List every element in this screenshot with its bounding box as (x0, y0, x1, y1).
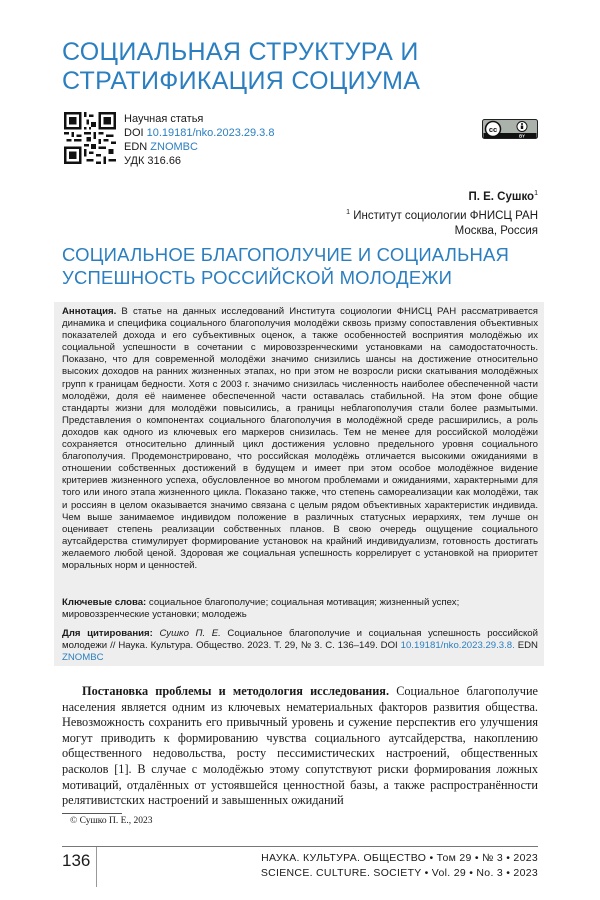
keywords-label: Ключевые слова: (62, 597, 147, 608)
author-affiliation: Институт социологии ФНИСЦ РАН (353, 209, 538, 222)
copyright-footnote: © Сушко П. Е., 2023 (70, 816, 153, 826)
keywords (62, 597, 538, 621)
body-heading: Постановка проблемы и методология исследования. (82, 684, 390, 698)
footnote-divider (62, 813, 122, 814)
abstract-text: В статье на данных исследований Института социологии ФНИСЦ РАН рассматривается динамика и специфика социального благополучия молодёжи сквозь призму сопоставления объективных показателей дохода и его субъективных оценок, а также особенностей восприятия молодёжью их социальной успешности в сочетании с мировоззренческими установками на самодостаточность. Показано, что для современной молодёжи значимо снизились шансы на достижение относительно высоких доходов на ранних жизненных этапах, но при этом не возросли риски скатывания молодёжных групп к границам бедности. Хотя с 2003 г. значимо снизилась численность наиболее обеспеченной части молодёжи, доля её наименее обеспеченной части оставалась стабильной. На этом фоне общие стандарты жизни для молодёжи повысились, а границы неблагополучия стали более размытыми. Представления о компонентах социального благополучия в молодёжной среде расширились, а роль доходов как одного из ключевых его маркеров снизилась. Тем не менее для российской молодёжи сохраняется относительно длинный цикл достижения условно предельного уровня социального благополучия. Продемонстрировано, что российская молодёжь отличается высокими ожиданиями в отношении собственных достижений в будущем и имеет при этом особое молодёжное видение критериев жизненного успеха, обусловленное во многом проблемами и ожиданиями, характерными для того или иного этапа жизненного цикла. Показано также, что степень самореализации как молодёжи, так и россиян в целом оказывается значимо связана с целым рядом объективных характеристик индивида. Чем выше занимаемое индивидом положение в различных статусных иерархиях, тем лучше он оценивает степень реализации собственных планов. В свою очередь ощущение социального аутсайдерства стимулирует формирование установок на крайний индивидуализм, готовность достигать желаемого любой ценой. Здоровая же социальная успешность коррелирует с установкой на приоритет моральных норм и ценностей. (62, 306, 538, 571)
author-location: Москва, Россия (454, 224, 538, 237)
author-name: П. Е. Сушко (468, 190, 535, 203)
svg-text:cc: cc (488, 124, 498, 134)
doi-link[interactable]: 10.19181/nko.2023.29.3.8 (146, 127, 275, 139)
author-sup: 1 (534, 190, 538, 197)
author-block (346, 186, 538, 239)
cc-by-label: BY (519, 133, 525, 139)
citation-doi-link[interactable]: 10.19181/nko.2023.29.3.8. (400, 640, 515, 652)
journal-footer-ru: НАУКА. КУЛЬТУРА. ОБЩЕСТВО • Том 29 • № 3 • 2023 (261, 852, 538, 864)
article-type: Научная статья (124, 113, 204, 125)
footer-separator (96, 847, 97, 887)
udk: УДК 316.66 (124, 155, 182, 167)
qr-code-icon (64, 112, 116, 164)
cc-by-icon[interactable] (482, 119, 538, 139)
abstract-label: Аннотация. (62, 306, 117, 317)
affiliation-sup: 1 (346, 208, 351, 216)
footer-divider (62, 846, 538, 847)
citation-label: Для цитирования: (62, 628, 153, 639)
citation-edn-label: EDN (517, 640, 538, 652)
journal-footer (261, 851, 538, 881)
abstract (62, 306, 538, 572)
citation-author: Сушко П. Е. (159, 628, 221, 639)
body-paragraph (62, 684, 538, 809)
edn-link[interactable]: ZNOMBC (150, 141, 198, 153)
section-title: СОЦИАЛЬНАЯ СТРУКТУРА И СТРАТИФИКАЦИЯ СОЦИУМА (62, 38, 421, 95)
doi-label: DOI (124, 127, 144, 139)
doi-line (124, 126, 274, 140)
page-number: 136 (62, 851, 91, 870)
citation-text: Социальное благополучие и социальная успешность российской молодежи // Наука. Культура. Общество. 2023. Т. 29, № 3. С. 136–149. DOI (62, 628, 538, 652)
keywords-text: социальное благополучие; социальная мотивация; жизненный успех; мировоззренческие установки; молодежь (62, 597, 460, 621)
journal-footer-en: SCIENCE. CULTURE. SOCIETY • Vol. 29 • No. 3 • 2023 (260, 867, 538, 879)
body-text: Социальное благополучие населения является одним из ключевых нематериальных факторов развития общества. Невозможность сохранить его привычный уровень и сужение перспектив его улучшения могут приводить к формированию чувства социального аутсайдерства, накоплению общественного недовольства, росту пессимистических настроений, общественных расколов [1]. В случае с молодёжью этому сопутствуют риски формирования ложных мотиваций, отдалённых от устоявшейся ценностной базы, а также распространённости релятивистских настроений и завышенных ожиданий (62, 684, 538, 808)
citation-edn-link[interactable]: ZNOMBC (62, 652, 104, 664)
citation (62, 628, 538, 664)
article-meta (124, 112, 274, 168)
edn-label: EDN (124, 141, 148, 153)
edn-line (124, 140, 274, 154)
article-title: СОЦИАЛЬНОЕ БЛАГОПОЛУЧИЕ И СОЦИАЛЬНАЯ УСПЕШНОСТЬ РОССИЙСКОЙ МОЛОДЕЖИ (62, 244, 510, 288)
